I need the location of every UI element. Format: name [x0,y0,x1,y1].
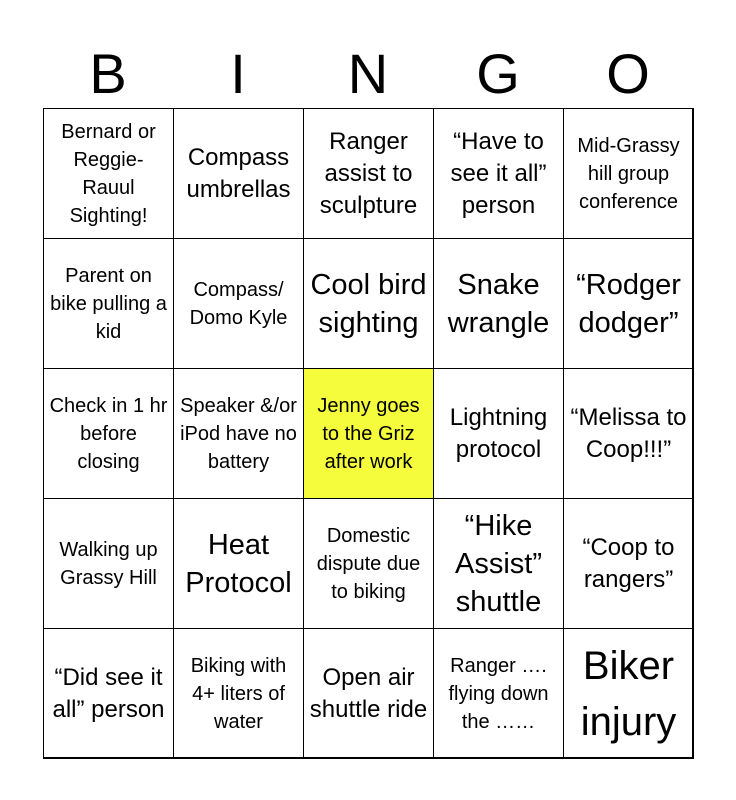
bingo-cell-text: Lightning protocol [449,403,548,463]
bingo-cell-r2c3[interactable] [303,238,434,369]
bingo-cell-r5c3[interactable] [303,628,434,759]
bingo-header [43,40,693,108]
bingo-cell-r4c3[interactable] [303,498,434,629]
bingo-cell-r2c4[interactable] [433,238,564,369]
header-letter-o: O [606,42,650,105]
bingo-cell-r3c5[interactable] [563,368,694,499]
bingo-grid [43,108,693,758]
bingo-cell-text: Compass/ Domo Kyle [189,278,288,329]
header-letter-n: N [347,42,389,105]
bingo-cell-r4c5[interactable] [563,498,694,629]
bingo-cell-r3c4[interactable] [433,368,564,499]
bingo-cell-text: “Hike Assist” shuttle [455,509,542,618]
bingo-cell-text: Domestic dispute due to biking [316,524,421,603]
bingo-cell-text: Biker injury [580,643,677,744]
bingo-cell-r1c1[interactable] [43,108,174,239]
bingo-cell-text: Open air shuttle ride [309,663,428,723]
bingo-cell-text: “Melissa to Coop!!!” [570,403,687,463]
bingo-cell-r5c2[interactable] [173,628,304,759]
bingo-cell-text: Ranger …. flying down the …… [448,654,549,733]
header-letter-b: B [89,42,127,105]
bingo-cell-text: Cool bird sighting [310,268,427,339]
bingo-cell-text: Jenny goes to the Griz after work [317,394,420,473]
bingo-cell-text: Speaker &/or iPod have no battery [180,394,297,473]
bingo-cell-text: Snake wrangle [447,268,550,339]
bingo-cell-r5c4[interactable] [433,628,564,759]
bingo-cell-r3c2[interactable] [173,368,304,499]
bingo-cell-r1c4[interactable] [433,108,564,239]
bingo-cell-text: “Have to see it all” person [450,127,547,219]
header-letter-i: I [230,42,246,105]
bingo-cell-text: “Coop to rangers” [582,533,675,593]
bingo-cell-r2c1[interactable] [43,238,174,369]
header-letter-g: G [476,42,520,105]
bingo-cell-text: Heat Protocol [185,528,292,599]
bingo-cell-r2c5[interactable] [563,238,694,369]
bingo-cell-r2c2[interactable] [173,238,304,369]
bingo-cell-r3c1[interactable] [43,368,174,499]
bingo-cell-text: Ranger assist to sculpture [319,127,418,219]
bingo-cell-text: Bernard or Reggie-Rauul Sighting! [61,120,156,227]
bingo-cell-r4c2[interactable] [173,498,304,629]
free-space-cell[interactable] [303,368,434,499]
bingo-cell-r1c2[interactable] [173,108,304,239]
bingo-cell-text: “Did see it all” person [52,663,165,723]
bingo-cell-text: “Rodger dodger” [576,268,681,339]
bingo-cell-text: Parent on bike pulling a kid [50,264,167,343]
bingo-cell-text: Biking with 4+ liters of water [190,654,287,733]
bingo-cell-r1c3[interactable] [303,108,434,239]
bingo-cell-text: Compass umbrellas [186,143,291,203]
bingo-cell-r5c5[interactable] [563,628,694,759]
bingo-cell-text: Walking up Grassy Hill [59,538,158,589]
bingo-cell-text: Check in 1 hr before closing [49,394,168,473]
bingo-cell-text: Mid-Grassy hill group conference [577,134,680,213]
bingo-cell-r4c4[interactable] [433,498,564,629]
bingo-cell-r1c5[interactable] [563,108,694,239]
bingo-cell-r4c1[interactable] [43,498,174,629]
bingo-cell-r5c1[interactable] [43,628,174,759]
